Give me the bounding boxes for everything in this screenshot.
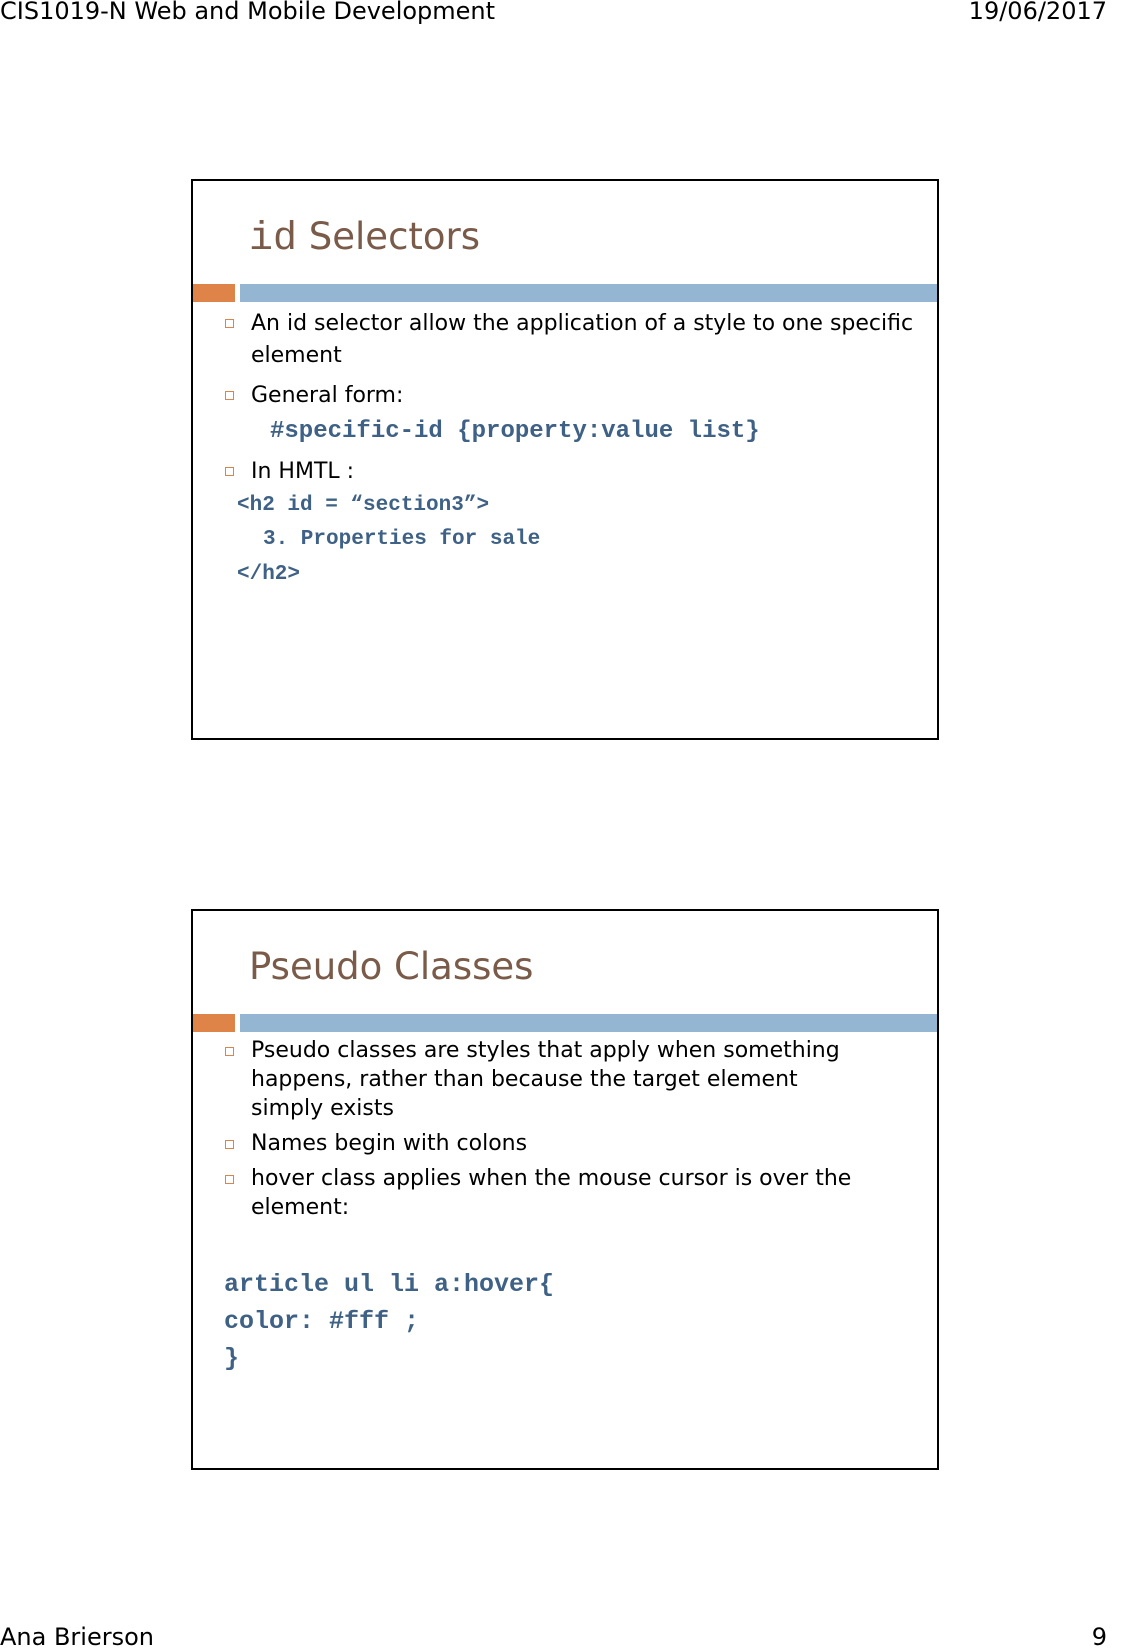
square-bullet-icon [225,391,234,400]
bullet-item [225,1164,855,1222]
slide-title-code-part: id [249,217,298,262]
square-bullet-icon [225,1175,234,1184]
title-accent-blue-bar [240,1014,937,1032]
html-code-line: </h2> [237,563,301,586]
general-form-code: #specific-id {property:value list} [270,418,760,445]
css-code-line: } [224,1344,240,1373]
slide-id-selectors [191,179,939,740]
css-code-line: article ul li a:hover{ [224,1270,555,1299]
page-header-date: 19/06/2017 [968,0,1107,25]
bullet-item [225,1036,855,1123]
title-accent-orange-bar [193,284,235,302]
bullet-text: In HMTL : [251,459,355,484]
html-code-line: <h2 id = “section3”> [237,494,490,517]
css-code-line: color: #fff ; [224,1307,420,1336]
title-accent-blue-bar [240,284,937,302]
square-bullet-icon [225,1140,234,1149]
slide-title-text-part: Selectors [297,215,481,258]
page-number: 9 [1091,1623,1107,1651]
slide-title [249,215,480,262]
page-header-course-title: CIS1019-N Web and Mobile Development [0,0,496,25]
slide-title: Pseudo Classes [249,945,534,988]
slide-pseudo-classes [191,909,939,1470]
page-footer-author: Ana Brierson [0,1623,154,1651]
bullet-item [225,308,915,372]
bullet-text: An id selector allow the application of a style to one specific element [251,311,914,368]
square-bullet-icon [225,319,234,328]
bullet-list [225,308,915,494]
bullet-text: Pseudo classes are styles that apply when something happens, rather than because the target element simply exists [251,1038,840,1121]
bullet-text: hover class applies when the mouse cursor is over the element: [251,1166,852,1220]
square-bullet-icon [225,1047,234,1056]
bullet-item [225,456,915,488]
bullet-item [225,380,915,412]
bullet-item [225,1129,855,1158]
html-code-line: 3. Properties for sale [263,528,541,551]
bullet-list [225,1036,855,1228]
square-bullet-icon [225,467,234,476]
bullet-text: Names begin with colons [251,1131,528,1156]
title-accent-orange-bar [193,1014,235,1032]
bullet-text: General form: [251,383,404,408]
